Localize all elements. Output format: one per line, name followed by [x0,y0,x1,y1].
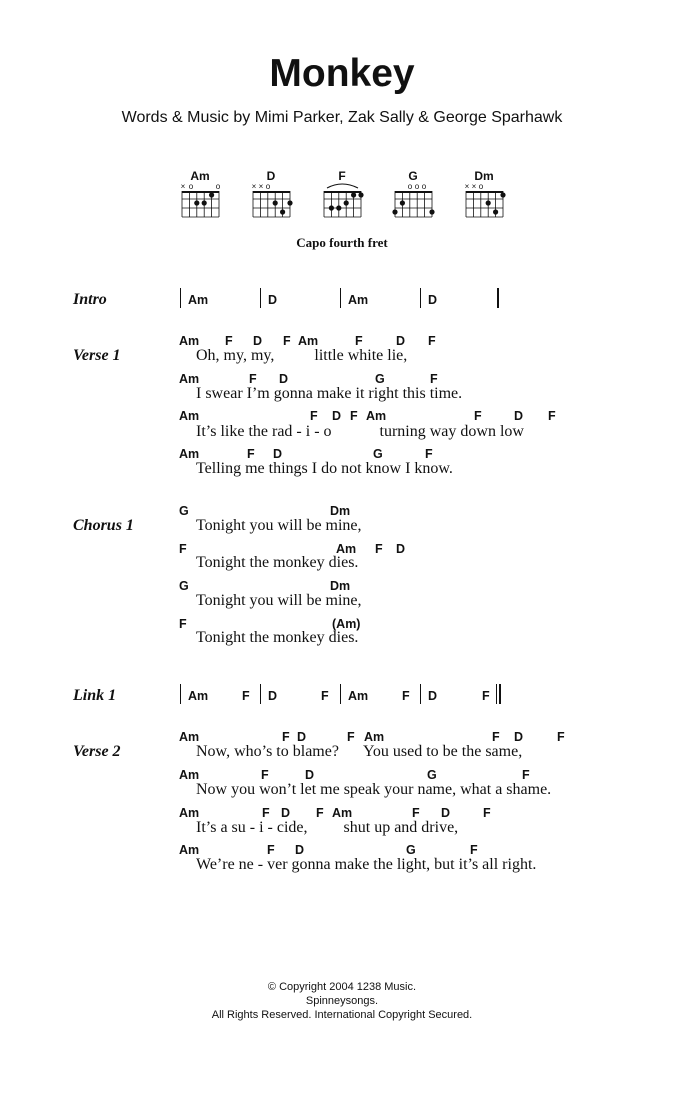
chord: F [347,730,355,744]
chord: Am [179,768,200,782]
chord: F [492,730,500,744]
final-barline [499,684,501,704]
chord: Am [179,447,200,461]
song-credits: Words & Music by Mimi Parker, Zak Sally & George Sparhawk [121,109,563,126]
chord: F [355,334,363,348]
chord: D [332,409,342,423]
svg-text:o: o [478,182,484,191]
chord: F [474,409,482,423]
section-label-chorus-1: Chorus 1 [73,517,134,534]
chord: D [514,409,524,423]
chord: Am [348,689,369,703]
lyric-line: It’s like the rad - i - o turning way down low [196,423,524,440]
lyric-line: Tonight the monkey dies. [196,554,359,571]
chord: Am [366,409,387,423]
publisher-line: Spinneysongs. [305,995,379,1007]
chord: D [273,447,283,461]
chord: Am [179,409,200,423]
chord: G [179,504,189,518]
capo-note: Capo fourth fret [296,235,388,250]
chord: D [441,806,451,820]
chord: F [267,843,275,857]
chord: F [548,409,556,423]
chord: F [402,689,410,703]
svg-text:o: o [265,182,271,191]
chord: G [427,768,437,782]
barline [180,684,181,704]
chord: F [425,447,433,461]
chord: F [350,409,358,423]
lyric-line: We’re ne - ver gonna make the light, but it’s all right. [196,856,537,873]
chord-diagram-d [252,169,293,217]
chord: F [179,542,187,556]
chord: D [279,372,289,386]
chord: Dm [330,504,351,518]
section-label-verse-1: Verse 1 [73,347,121,364]
chord: F [247,447,255,461]
chord: D [396,334,406,348]
chord: G [375,372,385,386]
chord: Am [179,730,200,744]
chord: D [514,730,524,744]
chord: G [179,579,189,593]
svg-text:o: o [188,182,194,191]
chord: F [482,689,490,703]
rights-line: All Rights Reserved. International Copyright Secured. [211,1009,473,1021]
svg-text:o: o [407,182,413,191]
chord-diagram-am [181,169,221,217]
chord: G [406,843,416,857]
chord-name: Dm [474,169,494,183]
chord: Am [332,806,353,820]
chord: D [253,334,263,348]
chord: Am [188,293,209,307]
chord: F [483,806,491,820]
chord: F [249,372,257,386]
chord: D [295,843,305,857]
chord: F [242,689,250,703]
lyric-line: Now, who’s to blame? You used to be the same, [196,743,523,760]
barline [180,288,181,308]
chord: F [310,409,318,423]
chord-diagrams [0,166,684,222]
chord: D [305,768,315,782]
lyric-line: Now you won’t let me speak your name, what a shame. [196,781,552,798]
lyric-line: Tonight the monkey dies. [196,629,359,646]
chord: F [412,806,420,820]
lyric-line: Tonight you will be mine, [196,592,362,609]
chord: F [522,768,530,782]
section-label-intro: Intro [73,291,107,308]
chord: D [428,689,438,703]
chord: Am [336,542,357,556]
barline [420,288,421,308]
chord: Am [298,334,319,348]
svg-text:×: × [180,182,186,191]
chord: G [373,447,383,461]
svg-text:o: o [215,182,221,191]
lyric-line: It’s a su - i - cide, shut up and drive, [196,819,459,836]
barline [420,684,421,704]
chord: D [281,806,291,820]
chord: Am [348,293,369,307]
svg-text:×: × [251,182,257,191]
chord: F [179,617,187,631]
chord: Dm [330,579,351,593]
chord: Am [188,689,209,703]
chord: F [262,806,270,820]
chord: F [428,334,436,348]
section-label-verse-2: Verse 2 [73,743,121,760]
barline [260,684,261,704]
barline [340,684,341,704]
final-barline [497,288,499,308]
svg-text:o: o [421,182,427,191]
chord-diagram-f [324,169,364,217]
svg-text:×: × [464,182,470,191]
chord: D [268,689,278,703]
chord: Am [364,730,385,744]
chord: F [375,542,383,556]
chord: Am [179,334,200,348]
chord: F [316,806,324,820]
section-label-link-1: Link 1 [73,687,117,704]
chord: F [283,334,291,348]
chord: D [268,293,278,307]
svg-text:×: × [471,182,477,191]
svg-text:o: o [414,182,420,191]
chord: D [396,542,406,556]
chord: F [470,843,478,857]
chord: F [557,730,565,744]
final-barline [496,684,497,704]
chord: D [297,730,307,744]
svg-text:×: × [258,182,264,191]
chord: F [282,730,290,744]
chord: F [261,768,269,782]
lyric-line: Telling me things I do not know I know. [196,460,453,477]
chord: F [225,334,233,348]
lyric-line: Oh, my, my, little white lie, [196,347,408,364]
chord-name: Am [190,169,210,183]
chord-name: F [338,169,346,183]
chord: Am [179,372,200,386]
chord-name: D [266,169,276,183]
chord-name: G [408,169,418,183]
song-title: Monkey [269,52,415,95]
chord: F [321,689,329,703]
barline [260,288,261,308]
chord: (Am) [332,617,361,631]
copyright-line: © Copyright 2004 1238 Music. [267,981,417,993]
chord: F [430,372,438,386]
lyric-line: Tonight you will be mine, [196,517,362,534]
chord: Am [179,806,200,820]
chord: D [428,293,438,307]
chord-diagram-g [392,169,434,217]
barline [340,288,341,308]
chord-diagram-dm [465,169,506,217]
lyric-line: I swear I’m gonna make it right this time. [196,385,463,402]
chord: Am [179,843,200,857]
